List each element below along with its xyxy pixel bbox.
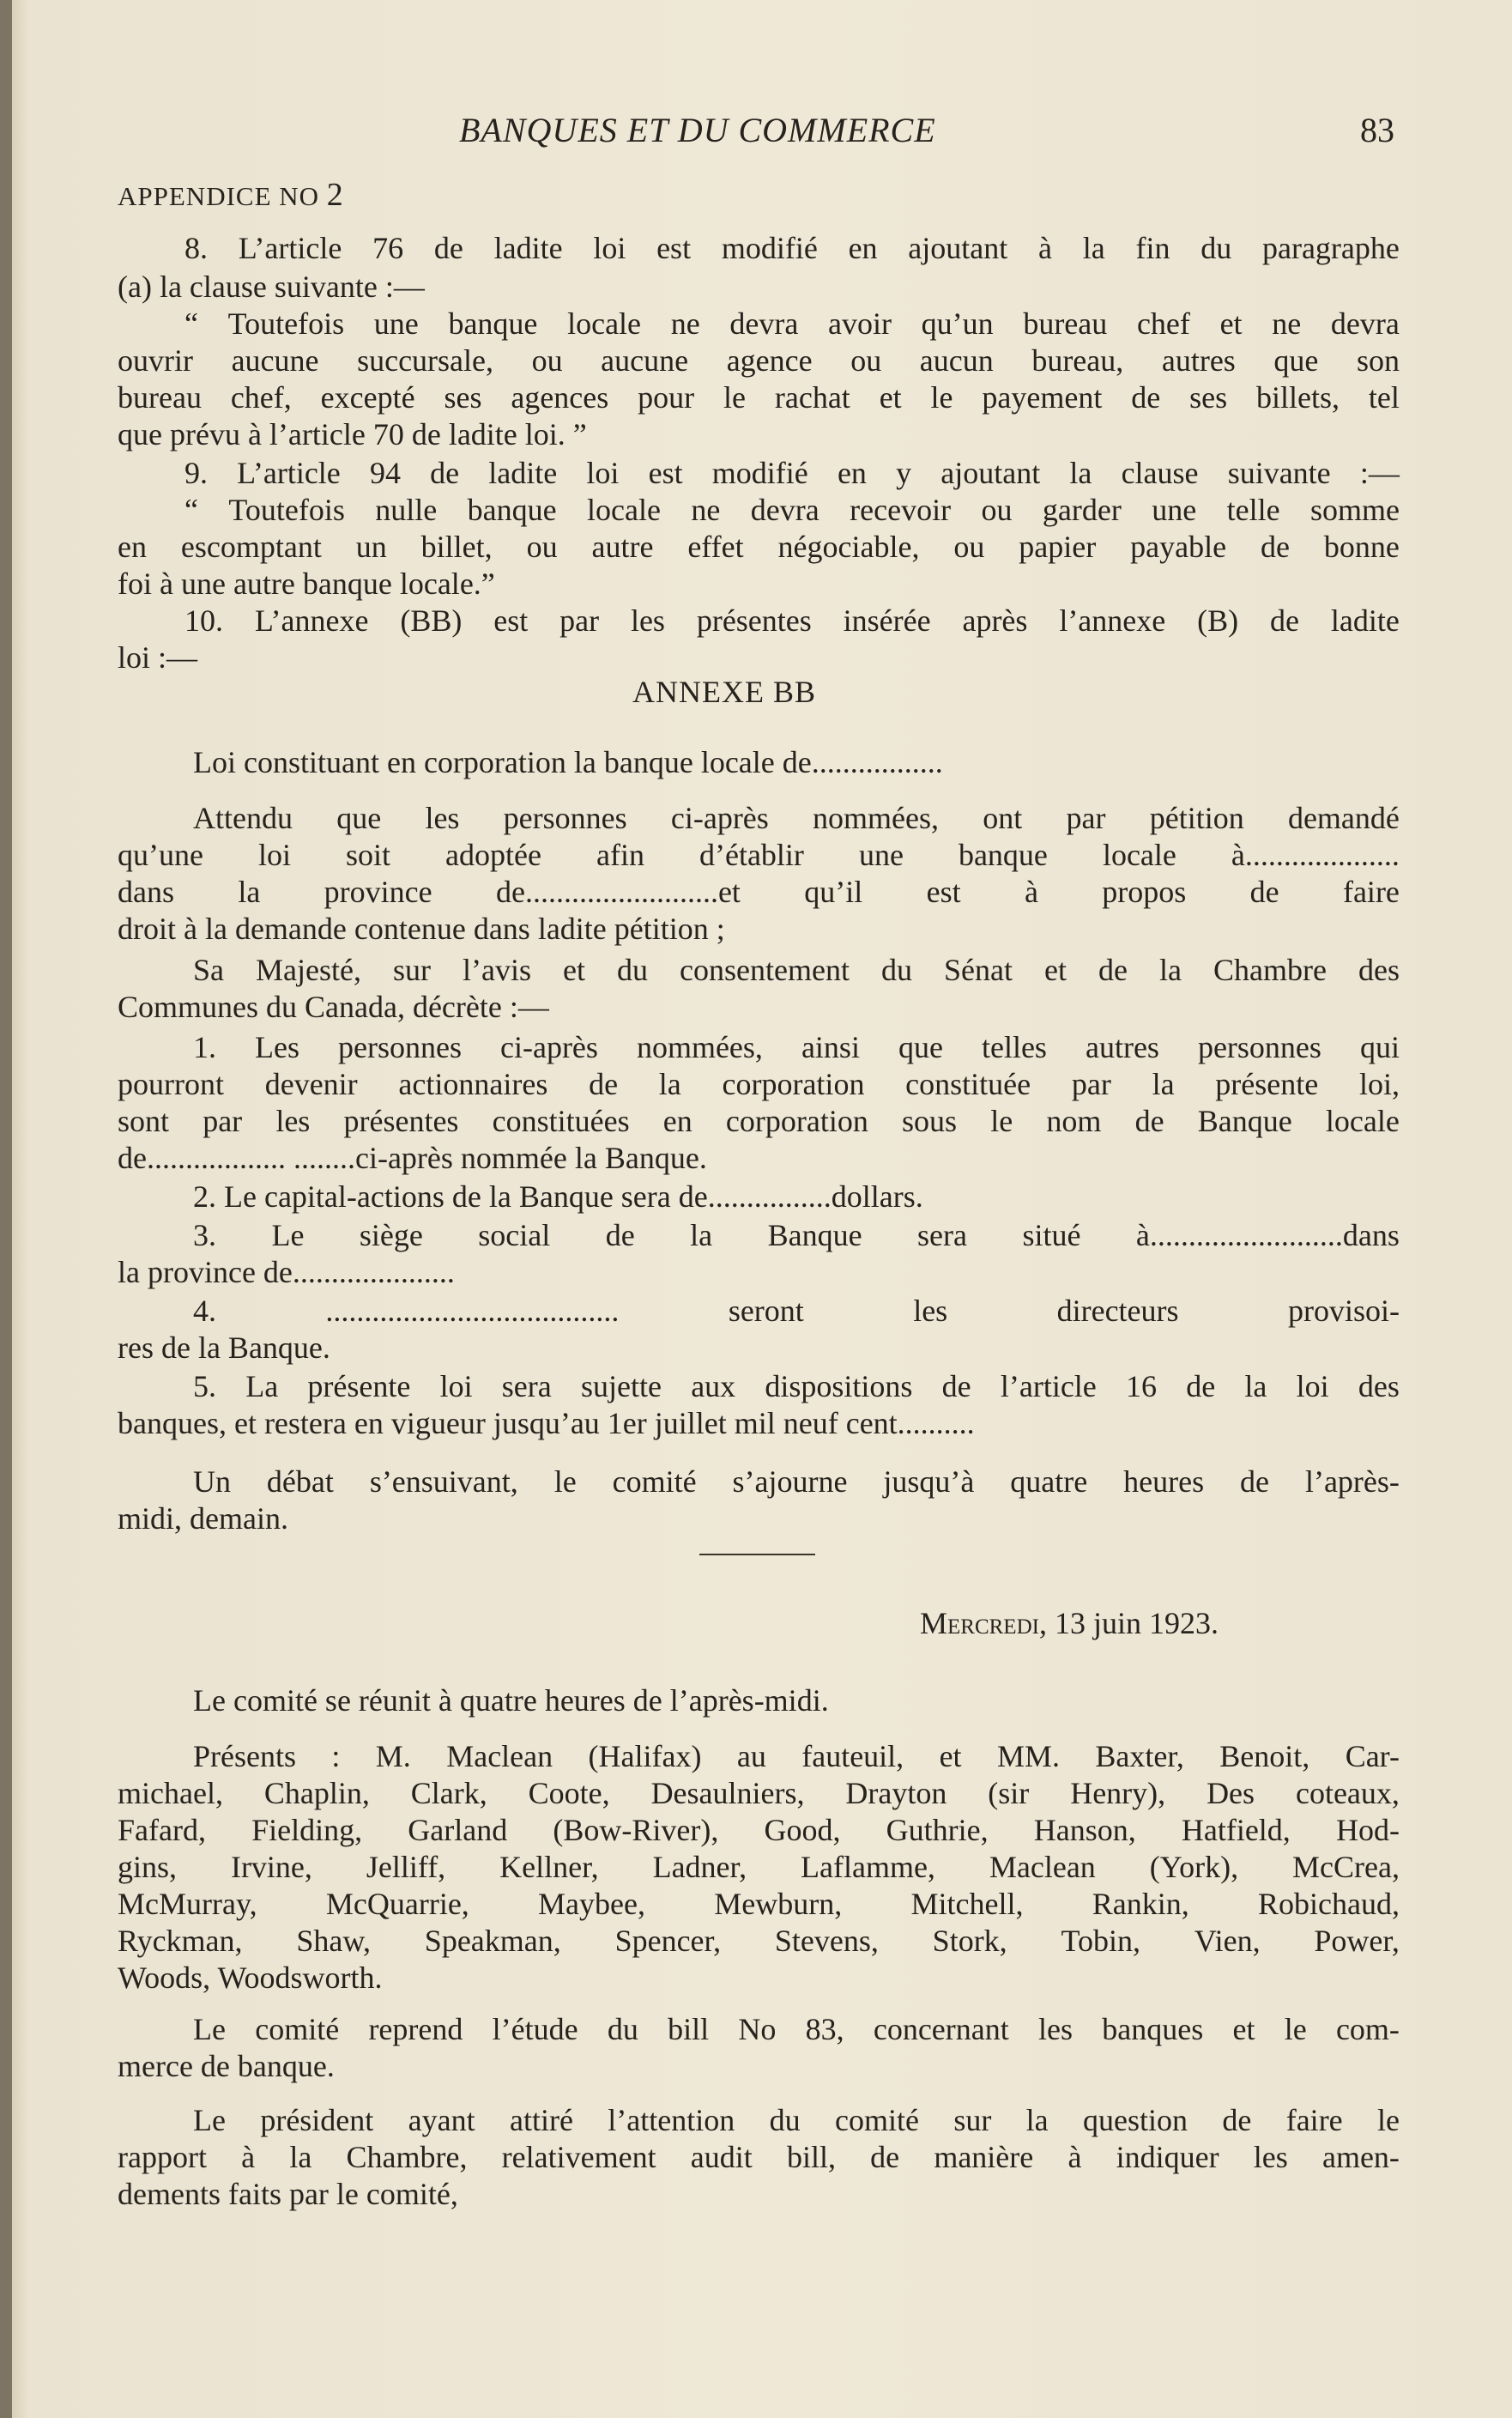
- text-line: res de la Banque.: [118, 1330, 330, 1365]
- text-line: droit à la demande contenue dans ladite pétition ;: [118, 912, 725, 946]
- text-line: dements faits par le comité,: [118, 2177, 458, 2211]
- text-line: 3. Le siège social de la Banque sera situé à.........................dans: [193, 1218, 1400, 1252]
- text-line: “ Toutefois nulle banque locale ne devra recevoir ou garder une telle somme: [184, 493, 1400, 527]
- text-line: Le comité reprend l’étude du bill No 83, concernant les banques et le com-: [193, 2012, 1400, 2046]
- text-line: Woods, Woodsworth.: [118, 1960, 383, 1995]
- text-line: 1. Les personnes ci-après nommées, ainsi que telles autres personnes qui: [193, 1030, 1400, 1064]
- text-line: pourront devenir actionnaires de la corporation constituée par la présente loi,: [118, 1067, 1400, 1101]
- text-line: (a) la clause suivante :—: [118, 270, 425, 304]
- text-line: sont par les présentes constituées en corporation sous le nom de Banque locale: [118, 1104, 1400, 1138]
- page-binding-edge: [0, 0, 12, 2418]
- text-line: McMurray, McQuarrie, Maybee, Mewburn, Mitchell, Rankin, Robichaud,: [118, 1887, 1400, 1921]
- text-line: Un débat s’ensuivant, le comité s’ajourne jusqu’à quatre heures de l’après-: [193, 1464, 1400, 1499]
- text-line: en escomptant un billet, ou autre effet négociable, ou papier payable de bonne: [118, 530, 1400, 564]
- running-header-title: BANQUES ET DU COMMERCE: [459, 111, 936, 149]
- meeting-date-text: 13 juin 1923.: [1054, 1606, 1219, 1640]
- appendix-label: [118, 176, 344, 214]
- text-line: merce de banque.: [118, 2049, 335, 2083]
- text-line: Ryckman, Shaw, Speakman, Spencer, Stevens, Stork, Tobin, Vien, Power,: [118, 1924, 1400, 1958]
- text-line: 9. L’article 94 de ladite loi est modifié en y ajoutant la clause suivante :—: [184, 456, 1400, 490]
- text-line: midi, demain.: [118, 1501, 288, 1536]
- text-line: 2. Le capital-actions de la Banque sera de................dollars.: [193, 1179, 923, 1214]
- text-line: Loi constituant en corporation la banque locale de.................: [193, 745, 943, 779]
- text-line: banques, et restera en vigueur jusqu’au 1er juillet mil neuf cent..........: [118, 1406, 975, 1440]
- page-number: 83: [1360, 111, 1394, 149]
- section-divider: [699, 1554, 815, 1555]
- text-line: michael, Chaplin, Clark, Coote, Desaulniers, Drayton (sir Henry), Des coteaux,: [118, 1776, 1400, 1810]
- text-line: Communes du Canada, décrète :—: [118, 990, 549, 1024]
- text-line: gins, Irvine, Jelliff, Kellner, Ladner, Laflamme, Maclean (York), McCrea,: [118, 1850, 1400, 1884]
- text-line: “ Toutefois une banque locale ne devra avoir qu’un bureau chef et ne devra: [184, 306, 1400, 341]
- text-line: bureau chef, excepté ses agences pour le rachat et le payement de ses billets, tel: [118, 380, 1400, 415]
- text-line: Le président ayant attiré l’attention du comité sur la question de faire le: [193, 2103, 1400, 2137]
- text-line: Attendu que les personnes ci-après nommées, ont par pétition demandé: [193, 801, 1400, 835]
- text-line: ouvrir aucune succursale, ou aucune agence ou aucun bureau, autres que son: [118, 343, 1400, 378]
- text-line: qu’une loi soit adoptée afin d’établir une banque locale à....................: [118, 838, 1400, 872]
- appendix-number: 2: [326, 177, 344, 213]
- text-line: loi :—: [118, 640, 198, 675]
- annex-title: ANNEXE BB: [632, 675, 816, 709]
- text-line: foi à une autre banque locale.”: [118, 567, 495, 601]
- text-line: la province de.....................: [118, 1255, 455, 1289]
- text-line: Le comité se réunit à quatre heures de l’après-midi.: [193, 1683, 829, 1718]
- text-line: 5. La présente loi sera sujette aux dispositions de l’article 16 de la loi des: [193, 1369, 1400, 1403]
- text-line: rapport à la Chambre, relativement audit bill, de manière à indiquer les amen-: [118, 2140, 1400, 2174]
- text-line: 8. L’article 76 de ladite loi est modifié en ajoutant à la fin du paragraphe: [184, 231, 1400, 265]
- text-line: que prévu à l’article 70 de ladite loi. ”: [118, 417, 587, 451]
- text-line: Présents : M. Maclean (Halifax) au fauteuil, et MM. Baxter, Benoit, Car-: [193, 1739, 1400, 1773]
- meeting-weekday: Mercredi,: [920, 1606, 1047, 1640]
- text-line: 4. ...................................... seront les directeurs provisoi-: [193, 1294, 1400, 1328]
- text-line: de.................. ........ci-après nommée la Banque.: [118, 1141, 707, 1175]
- meeting-date: [920, 1605, 1219, 1642]
- text-line: Sa Majesté, sur l’avis et du consentement du Sénat et de la Chambre des: [193, 953, 1400, 987]
- text-line: Fafard, Fielding, Garland (Bow-River), Good, Guthrie, Hanson, Hatfield, Hod-: [118, 1813, 1400, 1847]
- text-line: 10. L’annexe (BB) est par les présentes insérée après l’annexe (B) de ladite: [184, 603, 1400, 638]
- appendix-label-text: APPENDICE NO: [118, 181, 320, 211]
- text-line: dans la province de.........................et qu’il est à propos de faire: [118, 875, 1400, 909]
